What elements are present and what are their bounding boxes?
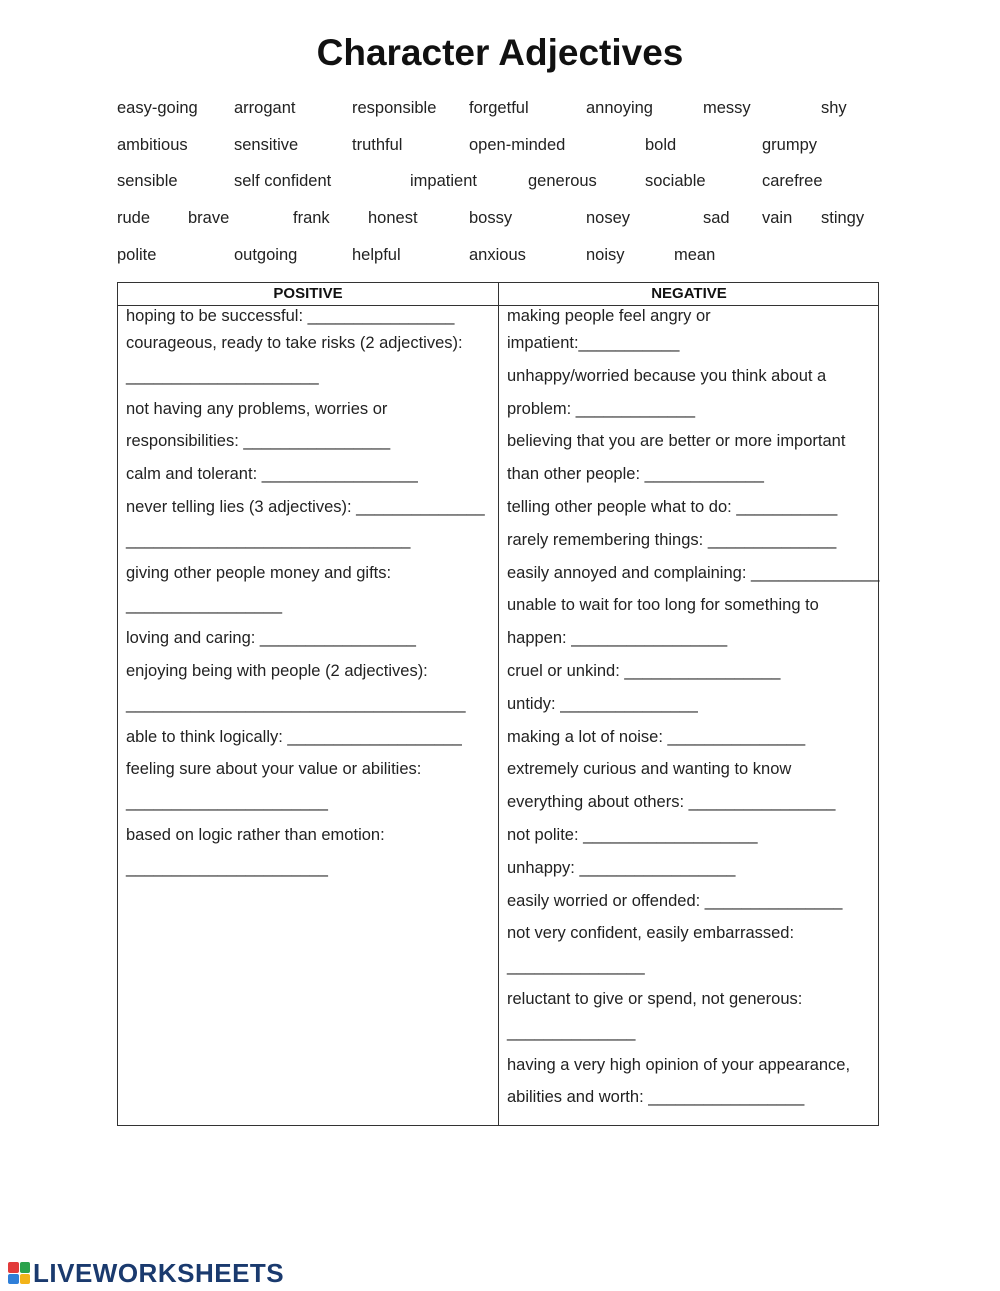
negative-definition-line: making people feel angry or — [507, 307, 711, 325]
answer-blank[interactable]: _____________________ — [126, 366, 319, 385]
word-bank-item: shy — [821, 99, 847, 117]
logo-square — [20, 1274, 31, 1285]
negative-definition-line: having a very high opinion of your appearance, — [507, 1055, 851, 1074]
negative-definition-line: extremely curious and wanting to know — [507, 760, 792, 779]
logo-brand-text: LIVEWORKSHEETS — [33, 1257, 285, 1288]
word-bank-item: ambitious — [117, 136, 188, 154]
negative-definition-line: unable to wait for too long for something to — [507, 596, 819, 615]
negative-definition-line[interactable]: impatient:___________ — [507, 334, 680, 352]
word-bank-item: annoying — [586, 99, 653, 117]
negative-definition-line[interactable]: than other people: _____________ — [507, 465, 764, 484]
answer-blank[interactable]: _________________ — [126, 596, 283, 615]
word-bank-item: arrogant — [234, 99, 296, 117]
word-bank-item: generous — [528, 172, 597, 190]
answer-blank[interactable]: ______________________ — [126, 858, 328, 877]
column-divider — [498, 283, 499, 1125]
logo-square — [8, 1262, 19, 1273]
word-bank-item: sensitive — [234, 136, 299, 154]
word-bank-item: outgoing — [234, 246, 298, 264]
positive-definition-line[interactable]: calm and tolerant: _________________ — [126, 465, 418, 484]
word-bank-item: stingy — [821, 209, 865, 227]
negative-definition-line[interactable]: abilities and worth: _________________ — [507, 1088, 805, 1107]
adjectives-table — [117, 282, 879, 1126]
positive-definition-line[interactable]: loving and caring: _________________ — [126, 629, 416, 648]
word-bank-item: bold — [645, 136, 677, 154]
word-bank-item: truthful — [352, 136, 403, 154]
negative-definition-line: not very confident, easily embarrassed: — [507, 924, 795, 943]
word-bank-item: nosey — [586, 209, 631, 227]
answer-blank[interactable]: _______________________________ — [126, 530, 411, 549]
word-bank-item: impatient — [410, 172, 477, 190]
positive-definition-line: courageous, ready to take risks (2 adjectives): — [126, 334, 463, 352]
positive-definition-line[interactable]: never telling lies (3 adjectives): ______________ — [126, 497, 485, 516]
word-bank-item: vain — [762, 209, 793, 227]
answer-blank[interactable]: _____________________________________ — [126, 694, 466, 713]
word-bank-item: frank — [293, 209, 330, 227]
word-bank-item: polite — [117, 246, 157, 264]
word-bank-item: anxious — [469, 246, 526, 264]
positive-definition-line: feeling sure about your value or abilities: — [126, 760, 422, 779]
word-bank-item: carefree — [762, 172, 823, 190]
positive-column-header: POSITIVE — [273, 285, 343, 302]
negative-definition-line[interactable]: happen: _________________ — [507, 629, 728, 648]
word-bank — [0, 0, 1000, 280]
page-title: Character Adjectives — [316, 32, 684, 73]
negative-definition-line[interactable]: cruel or unkind: _________________ — [507, 661, 781, 680]
word-bank-item: easy-going — [117, 99, 198, 117]
positive-definition-line: not having any problems, worries or — [126, 399, 388, 418]
positive-definition-line: giving other people money and gifts: — [126, 563, 392, 582]
negative-definition-line[interactable]: untidy: _______________ — [507, 694, 698, 713]
answer-blank[interactable]: _______________ — [507, 957, 645, 976]
positive-definition-line[interactable]: responsibilities: ________________ — [126, 432, 391, 451]
word-bank-item: helpful — [352, 246, 401, 264]
word-bank-item: rude — [117, 209, 151, 227]
negative-definition-line: reluctant to give or spend, not generous: — [507, 989, 803, 1008]
logo-square — [20, 1262, 31, 1273]
negative-column — [507, 305, 880, 1114]
word-bank-item: open-minded — [469, 136, 566, 154]
word-bank-item: brave — [188, 209, 230, 227]
answer-blank[interactable]: ______________________ — [126, 793, 328, 812]
positive-definition-line: hoping to be successful: ________________ — [126, 307, 455, 325]
word-bank-item: sociable — [645, 172, 706, 190]
word-bank-item: honest — [368, 209, 418, 227]
word-bank-item: grumpy — [762, 136, 818, 154]
negative-definition-line[interactable]: telling other people what to do: ___________ — [507, 497, 838, 516]
positive-definition-line: based on logic rather than emotion: — [126, 825, 385, 844]
positive-definition-line: enjoying being with people (2 adjectives): — [126, 661, 428, 680]
negative-definition-line[interactable]: everything about others: ________________ — [507, 793, 836, 812]
word-bank-item: bossy — [469, 209, 513, 227]
word-bank-item: mean — [674, 246, 716, 264]
negative-definition-line[interactable]: easily annoyed and complaining: ______________ — [507, 563, 880, 582]
word-bank-item: noisy — [586, 246, 625, 264]
logo-square — [8, 1274, 19, 1285]
negative-definition-line[interactable]: easily worried or offended: _______________ — [507, 891, 843, 910]
negative-column-header: NEGATIVE — [651, 285, 727, 302]
positive-definition-line[interactable]: able to think logically: ___________________ — [126, 727, 462, 746]
logo-squares-icon — [8, 1262, 30, 1284]
word-bank-item: forgetful — [469, 99, 529, 117]
word-bank-item: self confident — [234, 172, 332, 190]
liveworksheets-logo — [8, 1258, 284, 1288]
negative-definition-line: believing that you are better or more important — [507, 432, 846, 451]
negative-definition-line[interactable]: rarely remembering things: ______________ — [507, 530, 837, 549]
negative-definition-line[interactable]: not polite: ___________________ — [507, 825, 758, 844]
answer-blank[interactable]: ______________ — [507, 1022, 636, 1041]
negative-definition-line[interactable]: problem: _____________ — [507, 399, 696, 418]
word-bank-item: sensible — [117, 172, 178, 190]
negative-definition-line: unhappy/worried because you think about a — [507, 366, 827, 385]
negative-definition-line[interactable]: unhappy: _________________ — [507, 858, 736, 877]
word-bank-item: sad — [703, 209, 730, 227]
positive-column — [126, 305, 491, 885]
negative-definition-line[interactable]: making a lot of noise: _______________ — [507, 727, 806, 746]
word-bank-item: messy — [703, 99, 751, 117]
word-bank-item: responsible — [352, 99, 437, 117]
